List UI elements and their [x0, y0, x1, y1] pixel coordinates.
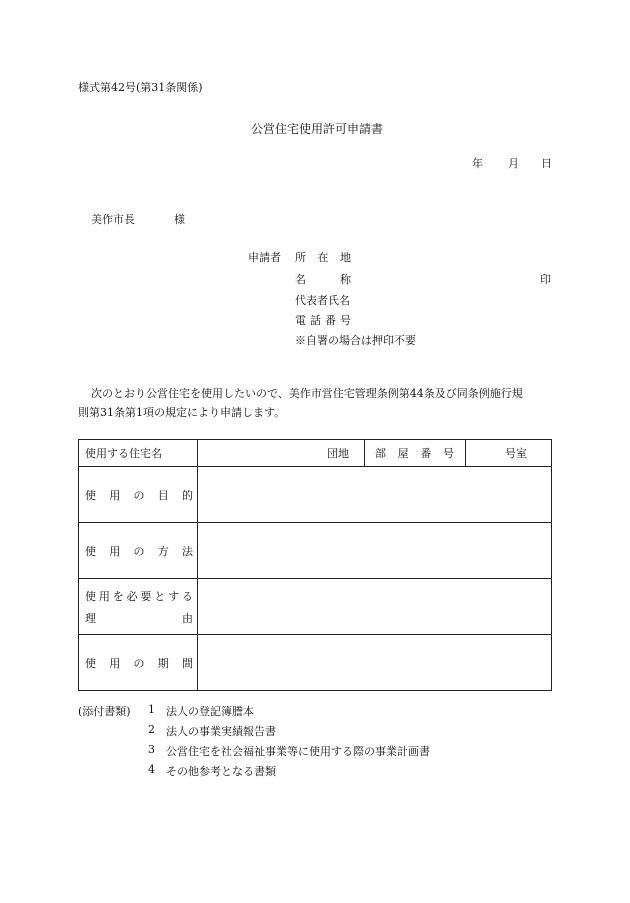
attachments-heading: (添付書類)	[78, 705, 131, 718]
danchi-label: 団地	[327, 447, 349, 460]
request-body-text	[78, 384, 552, 422]
phone-label: 電 話 番 号	[295, 314, 351, 327]
address-label: 所 在 地	[295, 251, 351, 264]
period-cell[interactable]	[198, 635, 552, 691]
purpose-cell[interactable]	[198, 467, 552, 523]
form-number: 様式第42号(第31条関係)	[78, 81, 203, 94]
reason-cell[interactable]	[198, 579, 552, 635]
body-line-1: 次のとおり公営住宅を使用したいので、美作市営住宅管理条例第44条及び同条例施行規	[91, 387, 523, 400]
attachment-item: 法人の事業実績報告書	[166, 725, 276, 738]
seal-note: ※自署の場合は押印不要	[295, 334, 416, 347]
housing-name-cell[interactable]	[198, 440, 365, 467]
attachment-item: 公営住宅を社会福祉事業等に使用する際の事業計画書	[166, 745, 430, 758]
page-title: 公営住宅使用許可申請書	[251, 122, 384, 136]
seal-mark: 印	[540, 273, 551, 286]
attachment-num: 1	[148, 703, 155, 716]
representative-label: 代表者氏名	[295, 294, 350, 307]
room-number-cell[interactable]	[466, 440, 552, 467]
date-month: 月	[508, 157, 519, 170]
addressee-honorific: 様	[174, 213, 185, 226]
method-row	[79, 523, 552, 579]
period-row	[79, 635, 552, 691]
attachment-num: 2	[148, 723, 155, 736]
purpose-row	[79, 467, 552, 523]
housing-name-label: 使用する住宅名	[79, 440, 198, 467]
reason-label: 使 用 を 必 要 と す る 理 由	[79, 579, 198, 635]
applicant-label: 申請者	[248, 251, 281, 264]
room-number-label: 部 屋 番 号	[365, 440, 466, 467]
body-line-2: 則第31条第1項の規定により申請します。	[78, 406, 286, 419]
period-label: 使 用 の 期 間	[79, 635, 198, 691]
application-table	[78, 439, 552, 691]
room-unit-label: 号室	[505, 447, 527, 460]
date-year: 年	[472, 157, 483, 170]
method-cell[interactable]	[198, 523, 552, 579]
attachment-item: その他参考となる書類	[166, 765, 276, 778]
method-label: 使 用 の 方 法	[79, 523, 198, 579]
reason-row	[79, 579, 552, 635]
purpose-label: 使 用 の 目 的	[79, 467, 198, 523]
addressee-name: 美作市長	[91, 213, 135, 226]
date-day: 日	[541, 157, 552, 170]
attachment-num: 4	[148, 763, 155, 776]
housing-row	[79, 440, 552, 467]
name-label: 名 称	[295, 273, 351, 286]
attachment-item: 法人の登記簿謄本	[166, 705, 254, 718]
attachment-num: 3	[148, 743, 155, 756]
